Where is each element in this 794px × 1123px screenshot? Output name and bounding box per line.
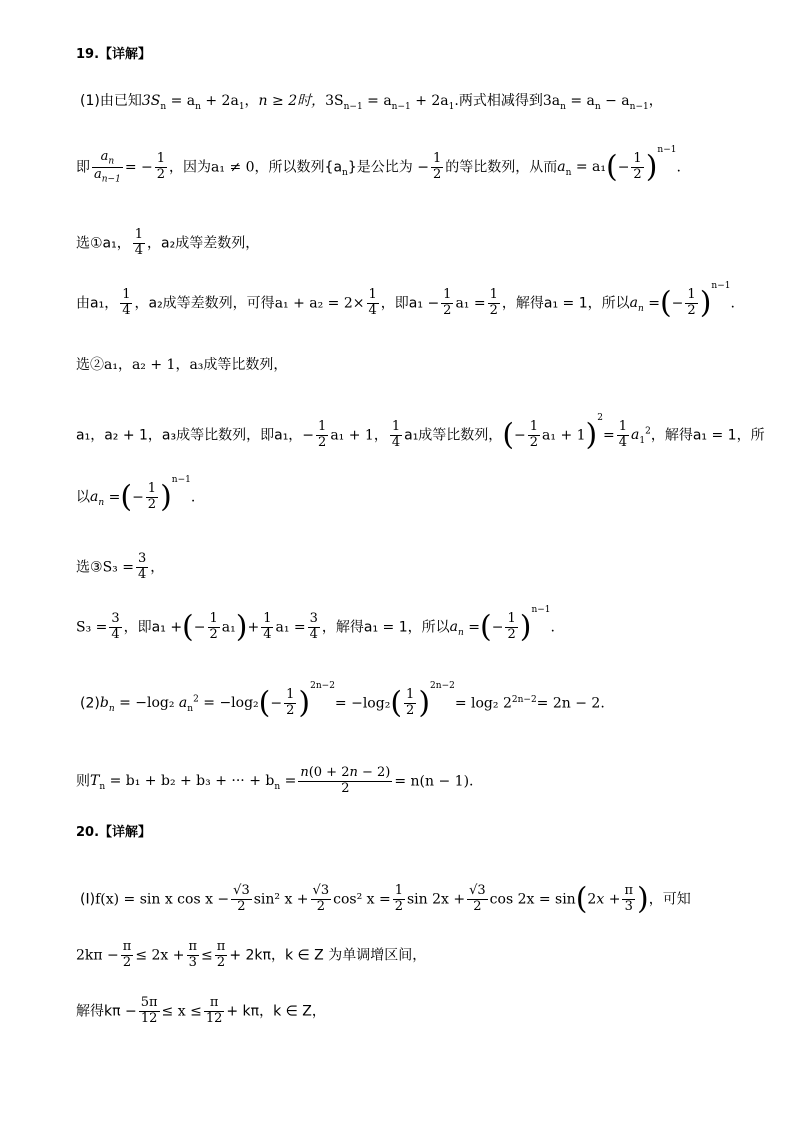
expr: = − [124,159,153,176]
fraction: $\frac{1}{2}$ [432,151,442,182]
fraction: $\frac{a_n}{a_{n-1}}$ [94,149,121,185]
text: 选③ [76,559,103,576]
text: ，解得a₁ = 1，所 [650,427,765,444]
q19-choice3: 选③S₃ = $\frac{3}{4}$ ， [76,551,165,582]
part1-label: (1)由已知 [80,93,142,109]
expr: sin 2x + [406,891,466,908]
expr: ≤ [201,947,213,964]
expr: 3a [542,93,561,109]
q19-header: 19.【详解】 [76,47,152,62]
expr: a₁ ≠ 0 [211,159,255,176]
q19-sum: 则$T_n = b_1 + b_2 + b_3$ + ··· + $b_n$ = $\frac{n(0 + 2n - 2)}{2}$ = n(n − 1). [76,765,474,796]
q19-choice1 [76,228,259,259]
fraction: $\frac{1}{4}$ [134,227,144,258]
expr: = n(n − 1) [394,773,470,790]
text: + 2kπ，k ∈ Z 为单调增区间， [229,947,427,964]
expr: a₁ = [455,295,486,312]
expr: n ≥ 2时， [258,93,326,109]
expr: + 2a [205,93,239,109]
q20-interval: 2kπ − $\frac{\pi}{2}$ ≤ 2x + $\frac{\pi}{3}$ ≤ $\frac{\pi}{2}$ + 2kπ，k ∈ Z 为单调增区间， [76,939,427,970]
q19-ratio-line: 即 $\frac{a_n}{a_{n-1}}$ = − $\frac{1}{2}$ ，因为a₁ ≠ 0，所以数列$\{a_n\}$是公比为 − $\frac{1}{2}$ 的等比数列，从而$a_n = a_1(-$ $\frac{1}{2}$ )$^{n-1}$. [76,144,681,185]
q20-header: 20.【详解】 [76,825,152,840]
expr: 2kπ − [76,947,119,964]
text: (2) [80,695,100,712]
text: 由a₁， [76,295,119,312]
q19-part2: $(2)b_n = -\log_2$ $a_n^2 = -\log_2(-$ $\frac{1}{2}$ )$^{2n-2}$= −log₂( $\frac{1}{2}$ )$^{2n-2}$= log₂ $2^{2n-2}= 2n - 2$. [80,680,605,721]
expr: S₃ = [102,559,134,576]
q19-choice3-solution: S₃ = $\frac{3}{4}$ ，即a₁ +(− $\frac{1}{2}$ a₁)+ $\frac{1}{4}$ a₁ = $\frac{3}{4}$ ，解得a₁ = 1，所以$a_n$ =(− $\frac{1}{2}$ )$^{n-1}$. [76,604,555,645]
q20-solve: 解得kπ − $\frac{5\pi}{12}$ ≤ x ≤ $\frac{\pi}{12}$ + kπ，k ∈ Z， [76,995,326,1026]
expr: = −log₂ [203,695,259,712]
expr: a₁ [221,619,236,636]
q19-choice1-solution: 由a₁， $\frac{1}{4}$ ，a₂成等差数列，可得a₁ + a₂ = 2× $\frac{1}{4}$ ，即a₁ − $\frac{1}{2}$ a₁ = $\frac{1}{2}$ ，解得a₁ = 1，所以$a_n$ =(− $\frac{1}{2}$ )$^{n-1}$. [76,280,735,321]
text: 选①a₁， [76,235,131,252]
expr: a₁ + a₂ = 2× [274,295,365,312]
expr: 3S [325,93,344,109]
expr: sin² x + [253,891,309,908]
text: }是公比为 − [347,159,429,176]
q19-choice2: 选②a₁，a₂ + 1，a₃成等比数列， [76,357,288,373]
text: + kπ，k ∈ Z， [226,1003,326,1020]
text: ，即a₁ + [123,619,183,636]
expr: a [557,159,566,176]
text: ，a₂成等差数列，可得 [134,295,275,312]
expr: = b₁ + b₂ + b₃ + ··· + b [109,773,275,790]
text: ，因为 [169,159,212,176]
expr: = 2n − 2 [536,695,601,712]
expr: ≤ x ≤ [161,1003,202,1020]
text: 则 [76,773,90,790]
q19-part1-line: (1)由已知$3S_n = a_n + 2a_1$，n ≥ 2时，$3S_{n-1} = a_{n-1} + 2a_1$.两式相减得到$3a_n = a_n - a_{n-1}$， [80,93,663,112]
expr: = log₂ 2 [454,695,512,712]
text: ，解得a₁ = 1，所以 [501,295,630,312]
expr: f(x) = sin x cos x − [95,891,230,908]
q19-choice2-solution: a₁，a₂ + 1，a₃成等比数列，即a₁，− $\frac{1}{2}$ a₁ + 1， $\frac{1}{4}$ a₁成等比数列，(− $\frac{1}{2}$ a₁ + 1)$^2$= $\frac{1}{4}$ $a_1^2$，解得a₁ = 1，所 [76,412,765,453]
q19-choice2-result: 以$a_n$ =(− $\frac{1}{2}$ )$^{n-1}$. [76,474,196,515]
expr: − a [605,93,630,109]
expr: a₁ + 1 [542,427,586,444]
expr: = −log₂ [334,695,391,712]
text: (Ⅰ) [80,891,96,908]
text: 以 [76,489,90,506]
expr: ≤ 2x + [135,947,185,964]
expr: + [247,619,260,636]
text: 的等比数列，从而 [445,159,558,176]
expr: a₁ = [275,619,306,636]
fraction: $\frac{1}{2}$ [156,151,166,182]
text: a₁，a₂ + 1，a₃成等比数列，即a₁，− [76,427,315,444]
expr: cos² x = [333,891,391,908]
expr: + 2a [415,93,449,109]
text: ，a₂成等差数列， [147,235,260,252]
text: a₁成等比数列， [404,427,503,444]
text: ，所以数列{a [254,159,343,176]
expr: a₁ + 1， [330,427,388,444]
expr: = a [170,93,196,109]
expr: = a [570,93,595,109]
expr: = [603,427,615,444]
expr: 3S [141,93,161,109]
text: 两式相减得到 [458,93,543,109]
text: 解得kπ − [76,1003,137,1020]
text: ，可知 [648,891,691,908]
expr: = −log₂ [119,695,175,712]
expr: = a₁ [575,159,606,176]
text: ，即a₁ − [380,295,440,312]
text: 即 [76,159,90,176]
expr: S₃ = [76,619,108,636]
q20-part1: (Ⅰ)f(x) = sin x cos x − $\frac{√3}{2}$ sin² x + $\frac{√3}{2}$ cos² x = $\frac{1}{2}$ sin 2x + $\frac{√3}{2}$ cos 2x = sin(2x + $\frac{\pi}{3}$ )，可知 [80,881,691,917]
expr: = a [367,93,392,109]
text: ，解得a₁ = 1，所以 [321,619,450,636]
expr: cos 2x = sin [489,891,576,908]
